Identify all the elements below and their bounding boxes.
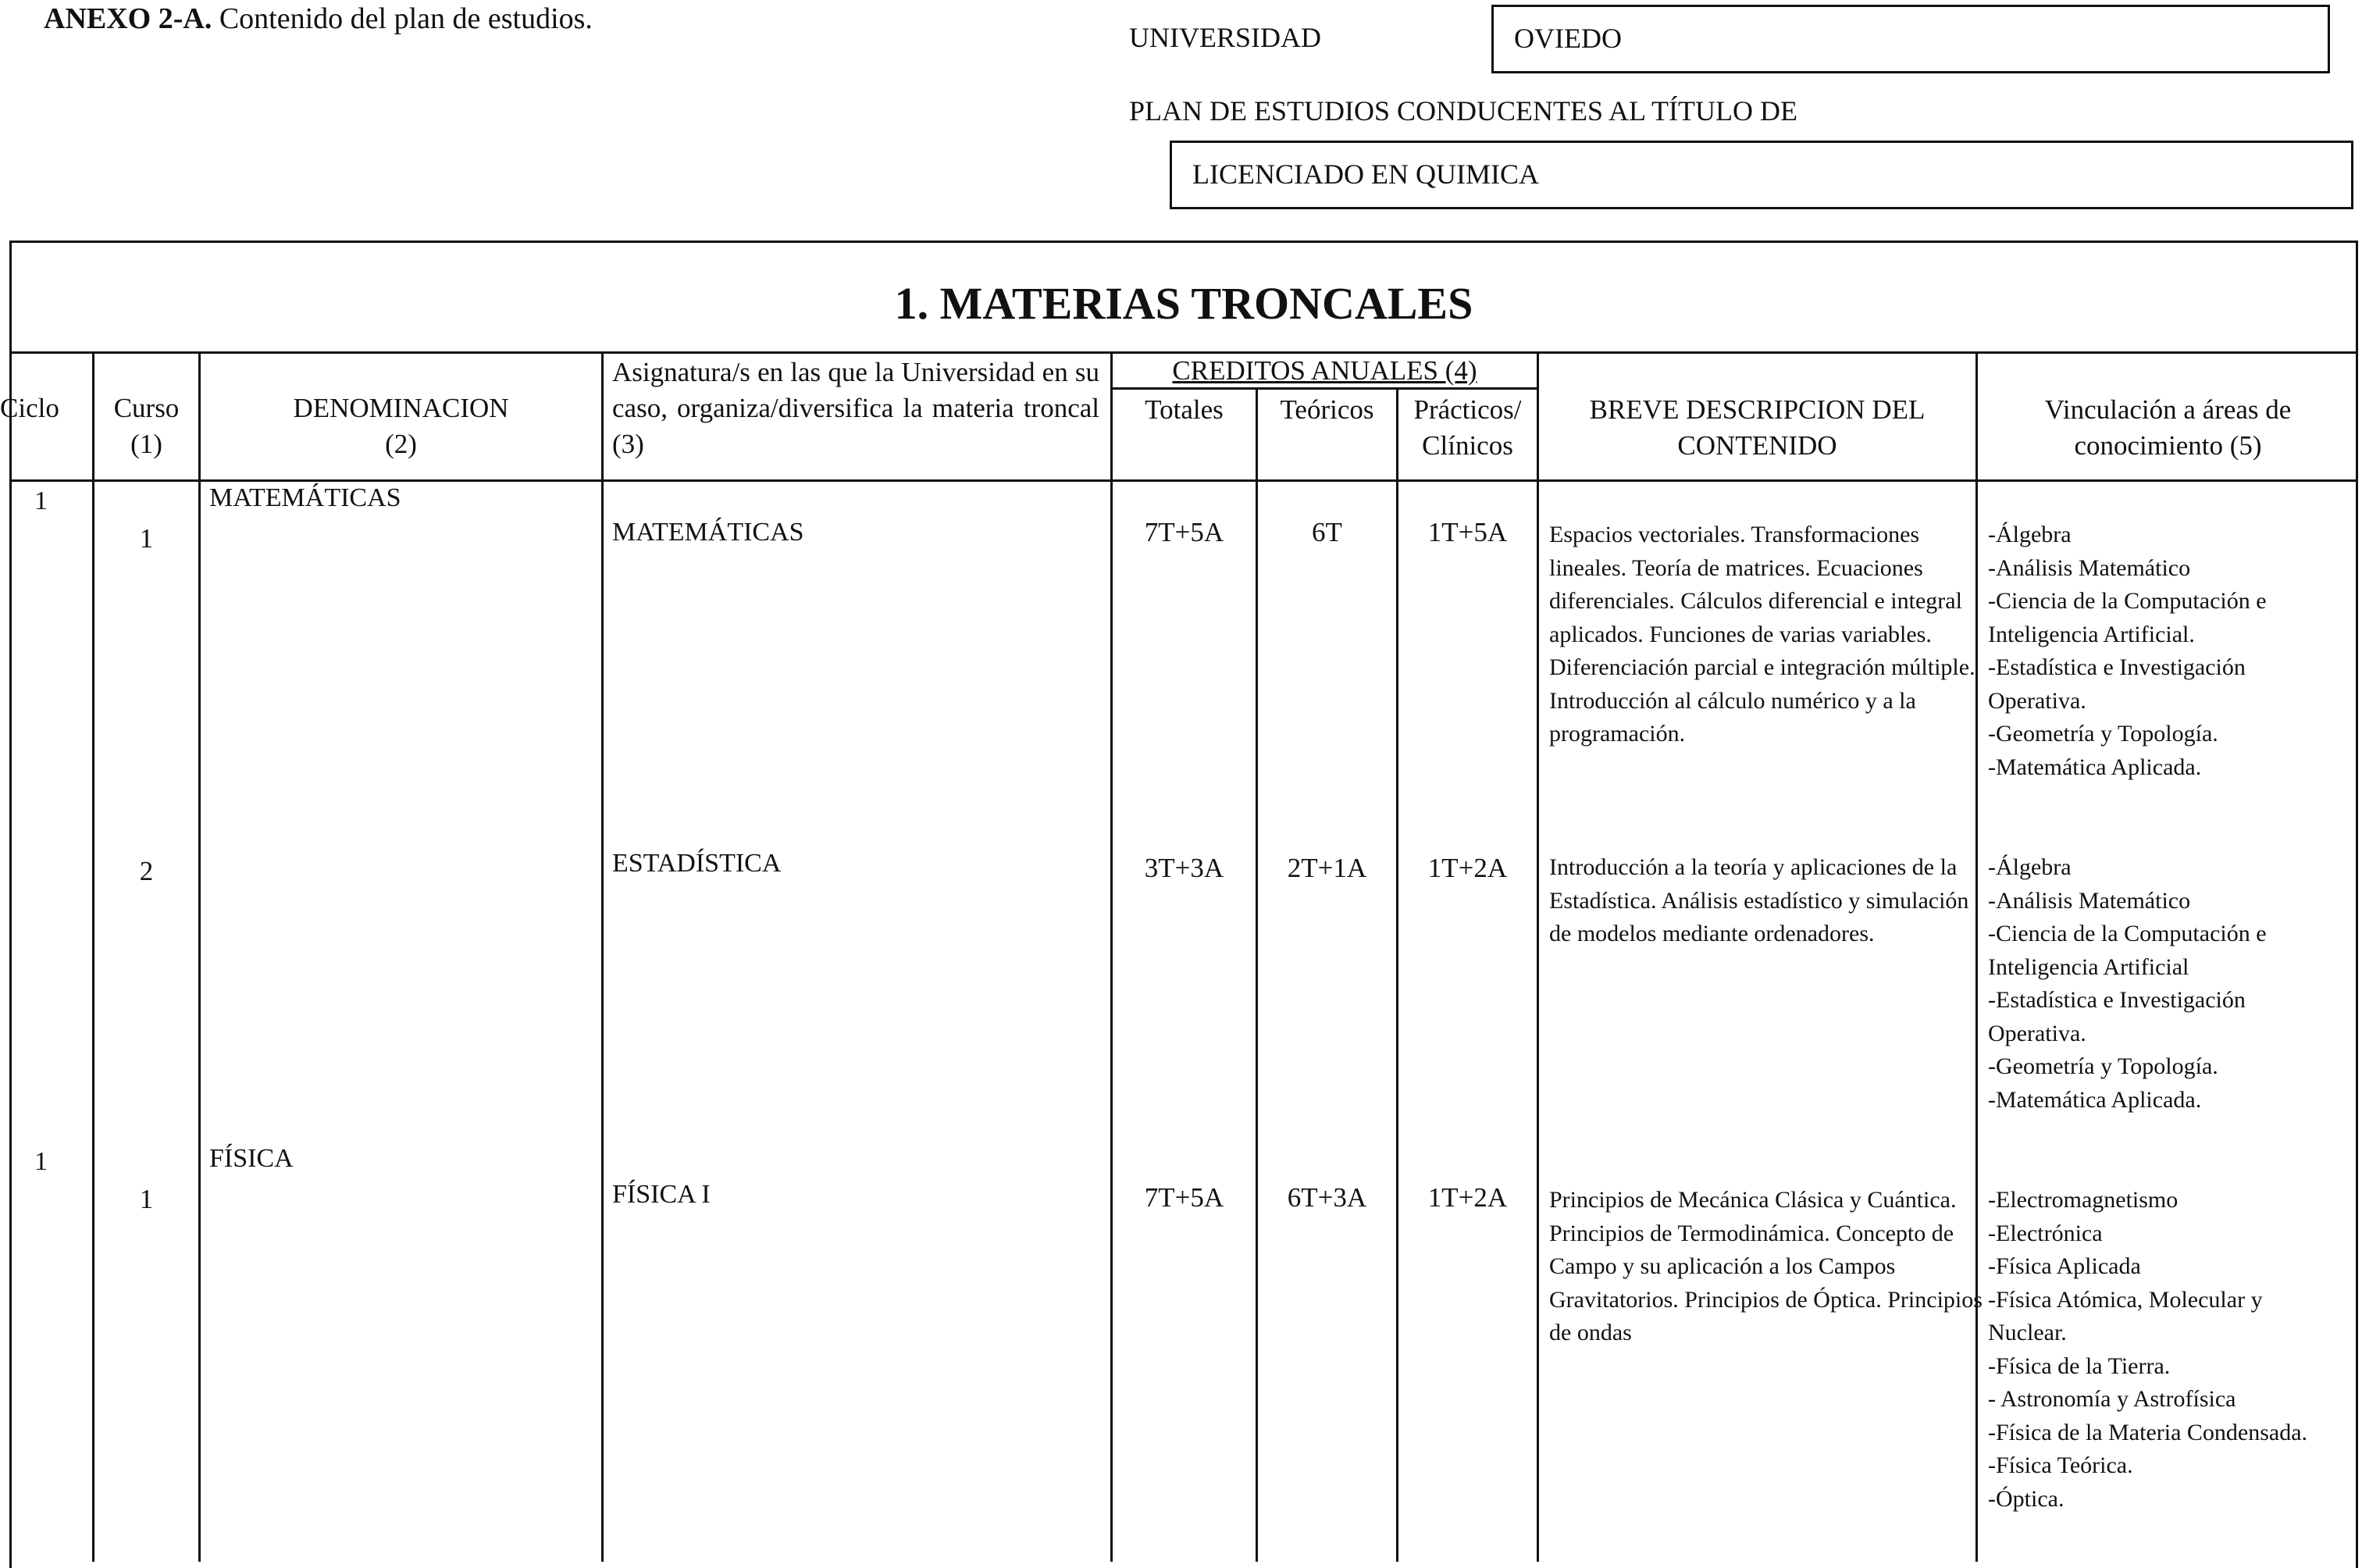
col-header-denominacion bbox=[201, 390, 601, 462]
area-item: -Física Aplicada bbox=[1988, 1253, 2141, 1279]
col-header-descripcion bbox=[1539, 392, 1975, 464]
area-item: -Matemática Aplicada. bbox=[1988, 1086, 2202, 1113]
table-col-rule bbox=[1396, 387, 1398, 1562]
col-header-curso bbox=[94, 390, 198, 462]
table-col-rule bbox=[1537, 351, 1539, 1562]
area-item: -Electromagnetismo bbox=[1988, 1187, 2179, 1213]
row-practicos: 1T+2A bbox=[1427, 1182, 1508, 1213]
col-header-vinculacion bbox=[1978, 392, 2358, 464]
row-practicos: 1T+2A bbox=[1427, 853, 1508, 883]
group-denominacion: FÍSICA bbox=[209, 1144, 294, 1173]
col-header-contenido-text: CONTENIDO bbox=[1677, 430, 1837, 461]
section-title: 1. MATERIAS TRONCALES bbox=[894, 278, 1473, 329]
area-item: -Ciencia de la Computación e Inteligencia Artificial. bbox=[1988, 588, 2267, 647]
col-header-curso-note: (1) bbox=[130, 429, 162, 459]
row-teoricos: 6T bbox=[1312, 517, 1342, 547]
area-item: -Física Atómica, Molecular y Nuclear. bbox=[1988, 1286, 2263, 1345]
col-header-conocimiento-text: conocimiento (5) bbox=[2074, 430, 2262, 461]
row-practicos: 1T+5A bbox=[1427, 517, 1508, 547]
row-asignatura: MATEMÁTICAS bbox=[612, 518, 804, 547]
col-header-denominacion-note: (2) bbox=[385, 429, 417, 459]
university-label: UNIVERSIDAD bbox=[1129, 22, 1321, 53]
row-descripcion: Espacios vectoriales. Transformaciones lineales. Teoría de matrices. Ecuaciones diferenciales. Cálculos diferencial e integral aplicados. Funciones de varias variables. Diferenciación parcial e integración múltiple. Introducción al cálculo numérico y a la programación. bbox=[1549, 522, 1975, 747]
row-curso: 1 bbox=[139, 1184, 154, 1214]
university-box bbox=[1491, 5, 2330, 73]
area-item: -Física de la Materia Condensada. bbox=[1988, 1419, 2308, 1445]
row-descripcion: Principios de Mecánica Clásica y Cuántica. Principios de Termodinámica. Concepto de Campo y su aplicación a los Campos Gravitatorios. Principios de Óptica. Principios de ondas bbox=[1549, 1187, 1983, 1345]
area-item: -Análisis Matemático bbox=[1988, 887, 2191, 914]
area-item: -Física Teórica. bbox=[1988, 1452, 2133, 1478]
row-totales: 7T+5A bbox=[1144, 1182, 1224, 1213]
col-header-vinculacion-text: Vinculación a áreas de bbox=[2044, 394, 2292, 425]
degree-value: LICENCIADO EN QUIMICA bbox=[1192, 159, 1539, 190]
row-curso: 2 bbox=[139, 856, 154, 886]
col-header-practicos bbox=[1398, 392, 1537, 464]
col-header-clinicos-text: Clínicos bbox=[1422, 430, 1513, 461]
row-descripcion: Introducción a la teoría y aplicaciones de la Estadística. Análisis estadístico y simulación de modelos mediante ordenadores. bbox=[1549, 854, 1969, 946]
col-header-curso-text: Curso bbox=[113, 393, 180, 423]
area-item: -Óptica. bbox=[1988, 1485, 2065, 1512]
area-item: - Astronomía y Astrofísica bbox=[1988, 1386, 2236, 1412]
col-header-ciclo bbox=[0, 390, 92, 426]
row-totales: 7T+5A bbox=[1144, 517, 1224, 547]
area-item: -Geometría y Topología. bbox=[1988, 721, 2218, 747]
table-col-rule bbox=[198, 351, 201, 1562]
group-ciclo: 1 bbox=[34, 1147, 48, 1176]
row-totales: 3T+3A bbox=[1144, 853, 1224, 883]
row-teoricos: 2T+1A bbox=[1287, 853, 1367, 883]
annex-heading bbox=[44, 0, 593, 37]
area-item: -Análisis Matemático bbox=[1988, 554, 2191, 581]
col-header-totales: Totales bbox=[1145, 394, 1224, 425]
col-header-asignatura: Asignatura/s en las que la Universidad en su caso, organiza/diversifica la materia troncal (3) bbox=[612, 357, 1099, 459]
row-asignatura: FÍSICA I bbox=[612, 1180, 711, 1209]
annex-title: Contenido del plan de estudios. bbox=[219, 2, 593, 35]
annex-label: ANEXO 2-A. bbox=[44, 2, 212, 35]
area-item: -Electrónica bbox=[1988, 1220, 2103, 1246]
area-item: -Física de la Tierra. bbox=[1988, 1352, 2171, 1379]
col-header-ciclo-text: Ciclo bbox=[0, 393, 59, 423]
area-item: -Estadística e Investigación Operativa. bbox=[1988, 987, 2246, 1046]
area-item: -Álgebra bbox=[1988, 522, 2072, 547]
col-header-practicos-text: Prácticos/ bbox=[1413, 394, 1522, 425]
row-asignatura: ESTADÍSTICA bbox=[612, 849, 782, 878]
area-item: -Matemática Aplicada. bbox=[1988, 754, 2202, 780]
area-item: -Geometría y Topología. bbox=[1988, 1053, 2218, 1079]
row-curso: 1 bbox=[139, 523, 154, 554]
row-areas bbox=[1988, 851, 2316, 1117]
degree-box bbox=[1170, 141, 2353, 209]
col-header-denominacion-text: DENOMINACION bbox=[293, 393, 509, 423]
area-item: -Álgebra bbox=[1988, 854, 2072, 880]
group-ciclo: 1 bbox=[34, 486, 48, 515]
col-header-teoricos: Teóricos bbox=[1280, 394, 1374, 425]
row-areas bbox=[1988, 1184, 2316, 1516]
row-areas bbox=[1988, 519, 2316, 784]
area-item: -Estadística e Investigación Operativa. bbox=[1988, 654, 2246, 714]
table-col-rule bbox=[1256, 387, 1258, 1562]
area-item: -Ciencia de la Computación e Inteligencia Artificial bbox=[1988, 921, 2267, 980]
row-teoricos: 6T+3A bbox=[1287, 1182, 1367, 1213]
group-denominacion: MATEMÁTICAS bbox=[209, 483, 401, 512]
university-value: OVIEDO bbox=[1514, 23, 1622, 54]
plan-label: PLAN DE ESTUDIOS CONDUCENTES AL TÍTULO DE bbox=[1129, 95, 1797, 127]
table-col-rule bbox=[601, 351, 604, 1562]
col-header-creditos: CREDITOS ANUALES (4) bbox=[1172, 355, 1477, 386]
col-header-descripcion-text: BREVE DESCRIPCION DEL bbox=[1589, 394, 1926, 425]
